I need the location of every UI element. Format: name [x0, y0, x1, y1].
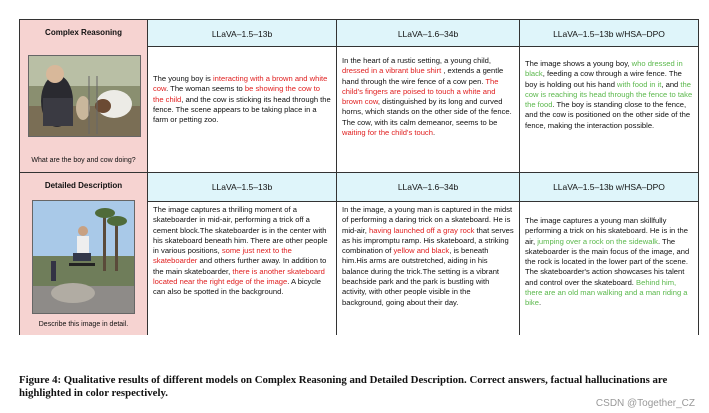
- row1-category: Complex Reasoning: [45, 28, 122, 37]
- row2-col3-answer: [520, 202, 698, 335]
- answer-segment: that serves as his impromptu ramp. His skateboard, a striking combination of: [342, 225, 514, 256]
- hallucination-highlight: yellow and black: [393, 246, 450, 256]
- row2-category: Detailed Description: [44, 181, 123, 190]
- correct-highlight: jumping over a rock on the sidewalk: [537, 236, 658, 246]
- row1-question: What are the boy and cow doing?: [31, 157, 136, 164]
- correct-highlight: the cow is reaching its head through the fence to take the food: [525, 79, 693, 110]
- correct-highlight: Behind him, there are an old man walking and a man riding a bike: [525, 277, 688, 308]
- correct-highlight: who dressed in black: [525, 59, 683, 79]
- row1-col1-answer: [148, 47, 337, 173]
- answer-segment: , is beneath him.His arms are outstretched, aiding in his balance during the trick.The setting is a vibrant beachside park and the park is bustling with activity, with other people visible in the background, going about their day.: [342, 246, 500, 307]
- answer-segment: . The woman seems to: [166, 84, 245, 94]
- answer-text: [153, 205, 331, 298]
- answer-text: [342, 205, 514, 308]
- answer-segment: , and: [661, 79, 681, 89]
- answer-segment: . A bicycle can also be spotted in the background.: [153, 277, 322, 297]
- hallucination-highlight: waiting for the child's touch: [342, 128, 433, 138]
- row2-question: Describe this image in detail.: [38, 321, 129, 328]
- correct-highlight: with food in it: [617, 79, 662, 89]
- answer-segment: In the image, a young man is captured in the midst of performing a daring trick on a skateboard. He is mid-air,: [342, 205, 513, 235]
- answer-segment: . The skateboarder is the main focus of the image, and the rock is located in the lower part of the scene. The skateboarder's action showcases his talent and control over the skateboard.: [525, 236, 690, 287]
- row1-col1-header: LLaVA–1.5–13b: [148, 20, 337, 47]
- hallucination-highlight: there is another skateboard located near the right edge of the image: [153, 266, 325, 287]
- answer-segment: , and the cow is sticking its head through the fence. The scene appears to be taking place in a farm or petting zoo.: [153, 94, 331, 125]
- hallucination-highlight: The child's fingers are poised to touch a white and brown cow: [342, 76, 499, 107]
- row1-image-cell: [20, 20, 148, 173]
- row2-col1-answer: [148, 202, 337, 335]
- hallucination-highlight: having launched off a gray rock: [369, 225, 475, 235]
- answer-segment: The image shows a young boy,: [525, 59, 632, 68]
- row2-col2-answer: [337, 202, 520, 335]
- boy-cow-photo: [28, 55, 141, 137]
- row2-col3-header: LLaVA–1.5–13b w/HSA–DPO: [520, 173, 698, 202]
- answer-text: [525, 216, 693, 309]
- row1-col2-answer: [337, 47, 520, 173]
- figure-caption: Figure 4: Qualitative results of different models on Complex Reasoning and Detailed Description. Correct answers, factual hallucinations are highlighted in color respectively.: [19, 374, 668, 399]
- watermark: CSDN @Together_CZ: [595, 398, 695, 409]
- answer-segment: , feeding a cow through a wire fence. The boy is holding out his hand: [525, 69, 682, 89]
- answer-segment: The image captures a young man skillfully performing a trick on his skateboard. He is in the air,: [525, 216, 688, 246]
- answer-segment: The young boy is: [153, 74, 213, 83]
- row2-image-cell: [20, 173, 148, 335]
- hallucination-highlight: interacting with a brown and white cow: [153, 74, 328, 94]
- answer-segment: .: [432, 128, 436, 138]
- answer-text: [153, 74, 331, 125]
- answer-segment: .: [538, 298, 542, 308]
- answer-segment: , distinguished by its long and curved horns, which stands on the other side of the fence. The cow, with its calm demeanor, seems to be: [342, 97, 512, 127]
- answer-segment: The image captures a thrilling moment of a skateboarder in mid-air, performing a trick off a cement block.The skateboarder is in the center with his skateboard beneath him. There are other people in various positions,: [153, 205, 328, 256]
- row1-col3-answer: [520, 47, 698, 173]
- answer-segment: and others further away. In addition to the main skateboarder,: [153, 256, 327, 276]
- skateboarder-photo: [32, 200, 135, 314]
- row1-col2-header: LLaVA–1.6–34b: [337, 20, 520, 47]
- answer-text: [342, 56, 514, 138]
- hallucination-highlight: dressed in a vibrant blue shirt: [342, 66, 442, 76]
- row2-col1-header: LLaVA–1.5–13b: [148, 173, 337, 202]
- row2-col2-header: LLaVA–1.6–34b: [337, 173, 520, 202]
- answer-segment: In the heart of a rustic setting, a young child,: [342, 56, 492, 65]
- answer-text: [525, 59, 693, 131]
- row1-col3-header: LLaVA–1.5–13b w/HSA–DPO: [520, 20, 698, 47]
- comparison-table: [19, 19, 699, 335]
- hallucination-highlight: be showing the cow to the child: [153, 84, 321, 104]
- answer-segment: , extends a gentle hand through the wire fence of a cow pen.: [342, 66, 504, 86]
- hallucination-highlight: some just next to the skateboarder: [153, 246, 292, 266]
- answer-segment: . The boy is standing close to the fence, and the cow is positioned on the other side of the fence, making the interaction possible.: [525, 100, 691, 130]
